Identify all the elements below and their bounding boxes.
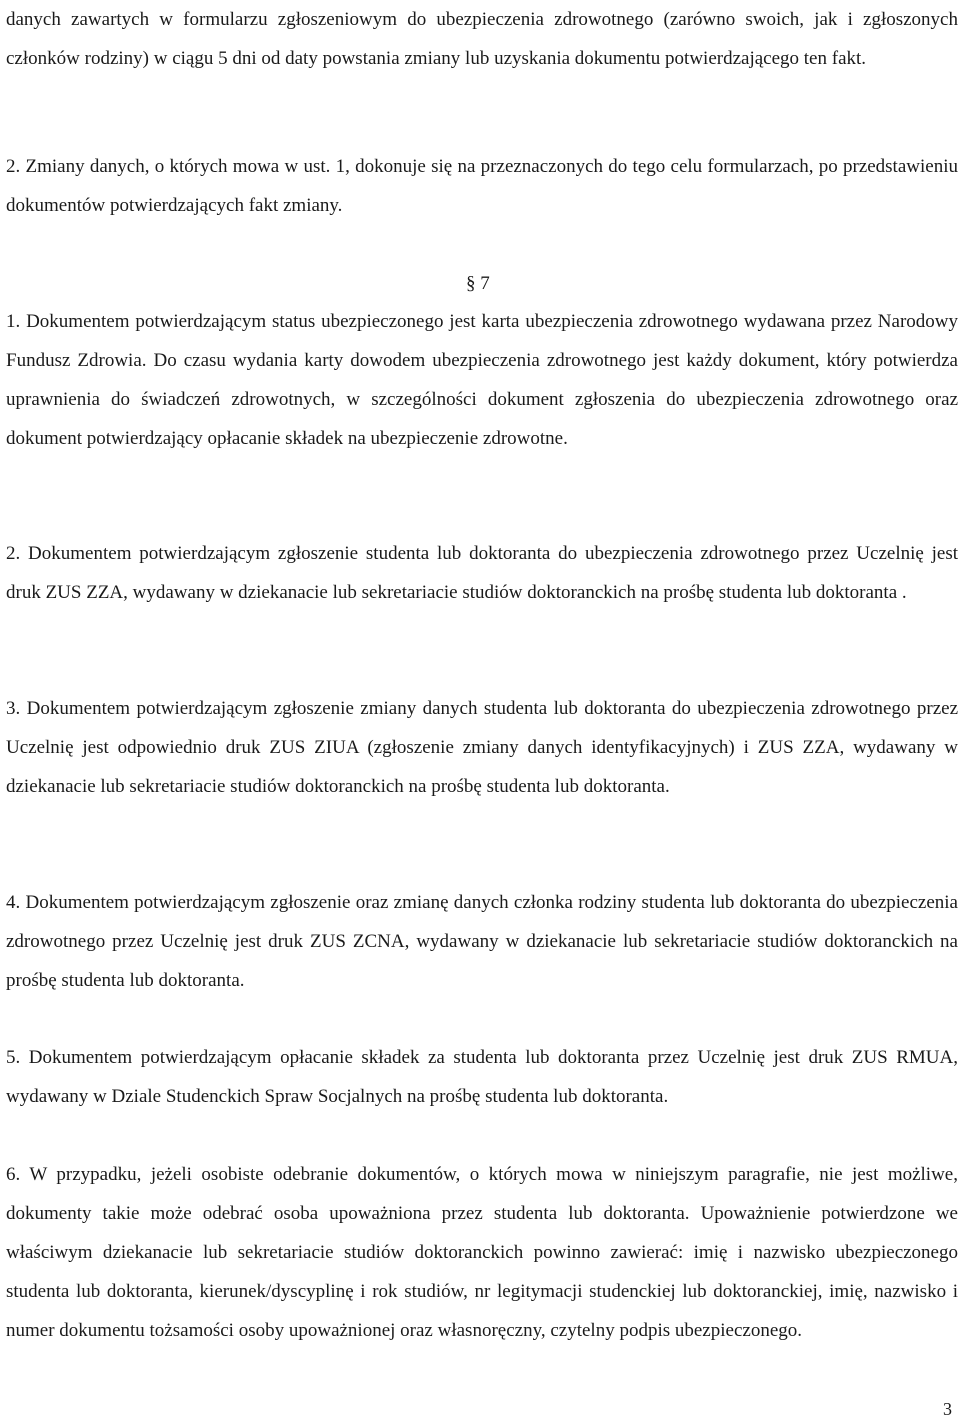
section-paragraph-4: 4. Dokumentem potwierdzającym zgłoszenie oraz zmianę danych członka rodziny studenta lub doktoranta do ubezpieczenia zdrowotnego przez Uczelnię jest druk ZUS ZCNA, wydawany w dziekanacie lub sekretariacie studiów doktoranckich na prośbę studenta lub doktoranta. [6,892,958,991]
section-paragraph-1: 1. Dokumentem potwierdzającym status ubezpieczonego jest karta ubezpieczenia zdrowotnego wydawana przez Narodowy Fundusz Zdrowia. Do czasu wydania karty dowodem ubezpieczenia zdrowotnego jest każdy dokument, który potwierdza uprawnienia do świadczeń zdrowotnych, w szczególności dokument zgłoszenia do ubezpieczenia zdrowotnego oraz dokument potwierdzający opłacanie składek na ubezpieczenie zdrowotne. [6,311,958,449]
paragraph-2: 2. Zmiany danych, o których mowa w ust. 1, dokonuje się na przeznaczonych do tego celu formularzach, po przedstawieniu dokumentów potwierdzających fakt zmiany. [6,156,958,216]
page-number: 3 [943,1399,952,1419]
section-title: § 7 [466,273,490,294]
section-paragraph-2: 2. Dokumentem potwierdzającym zgłoszenie studenta lub doktoranta do ubezpieczenia zdrowotnego przez Uczelnię jest druk ZUS ZZA, wydawany w dziekanacie lub sekretariacie studiów doktoranckich na prośbę studenta lub doktoranta . [6,543,958,603]
section-paragraph-5: 5. Dokumentem potwierdzającym opłacanie składek za studenta lub doktoranta przez Uczelnię jest druk ZUS RMUA, wydawany w Dziale Studenckich Spraw Socjalnych na prośbę studenta lub doktoranta. [6,1047,958,1107]
intro-paragraph: danych zawartych w formularzu zgłoszeniowym do ubezpieczenia zdrowotnego (zarówno swoich, jak i zgłoszonych członków rodziny) w ciągu 5 dni od daty powstania zmiany lub uzyskania dokumentu potwierdzającego ten fakt. [6,9,958,69]
section-paragraph-6: 6. W przypadku, jeżeli osobiste odebranie dokumentów, o których mowa w niniejszym paragrafie, nie jest możliwe, dokumenty takie może odebrać osoba upoważniona przez studenta lub doktoranta. Upoważnienie potwierdzone we właściwym dziekanacie lub sekretariacie studiów doktoranckich powinno zawierać: imię i nazwisko ubezpieczonego studenta lub doktoranta, kierunek/dyscyplinę i rok studiów, nr legitymacji studenckiej lub doktoranckiej, imię, nazwisko i numer dokumentu tożsamości osoby upoważnionej oraz własnoręczny, czytelny podpis ubezpieczonego. [6,1164,958,1341]
section-paragraph-3: 3. Dokumentem potwierdzającym zgłoszenie zmiany danych studenta lub doktoranta do ubezpieczenia zdrowotnego przez Uczelnię jest odpowiednio druk ZUS ZIUA (zgłoszenie zmiany danych identyfikacyjnych) i ZUS ZZA, wydawany w dziekanacie lub sekretariacie studiów doktoranckich na prośbę studenta lub doktoranta. [6,698,958,797]
